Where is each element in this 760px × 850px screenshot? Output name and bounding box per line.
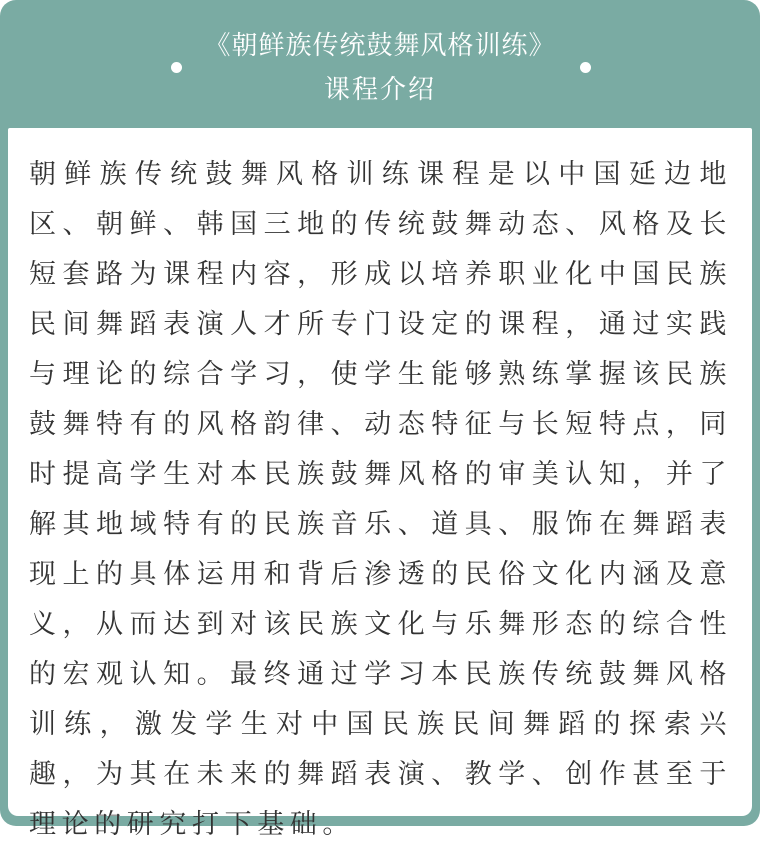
content-panel <box>8 128 752 840</box>
course-description: 朝鲜族传统鼓舞风格训练课程是以中国延边地区、朝鲜、韩国三地的传统鼓舞动态、风格及长短套路为课程内容，形成以培养职业化中国民族民间舞蹈表演人才所专门设定的课程，通过实践与理论的综合学习，使学生能够熟练掌握该民族鼓舞特有的风格韵律、动态特征与长短特点，同时提高学生对本民族鼓舞风格的审美认知，并了解其地域特有的民族音乐、道具、服饰在舞蹈表现上的具体运用和背后渗透的民俗文化内涵及意义，从而达到对该民族文化与乐舞形态的综合性的宏观认知。最终通过学习本民族传统鼓舞风格训练，激发学生对中国民族民间舞蹈的探索兴趣，为其在未来的舞蹈表演、教学、创作甚至于理论的研究打下基础。 <box>29 159 732 840</box>
card-header <box>0 0 760 126</box>
course-subtitle: 课程介绍 <box>323 75 436 105</box>
course-title: 《朝鲜族传统鼓舞风格训练》 <box>204 31 556 61</box>
